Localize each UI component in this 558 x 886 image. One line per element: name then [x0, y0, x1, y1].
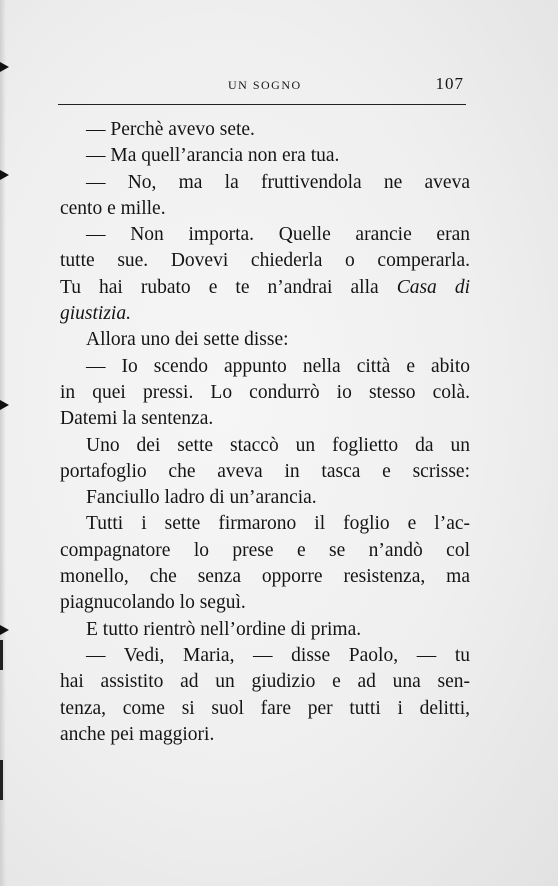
- text-line: compagnatore lo prese e se n’andò col: [60, 539, 470, 561]
- text-line: cento e mille.: [60, 197, 166, 219]
- text-line: — Vedi, Maria, — disse Paolo, — tu: [86, 644, 470, 666]
- text-line: Datemi la sentenza.: [60, 408, 214, 430]
- text-line-start: Tu hai rubato e te n’andrai alla: [60, 276, 379, 298]
- text-line: — No, ma la fruttivendola ne aveva: [86, 171, 470, 193]
- edge-notch-mark: [0, 170, 9, 180]
- page-header: [58, 74, 466, 98]
- text-line: Uno dei sette staccò un foglietto da un: [86, 434, 470, 456]
- italic-title-continued: giustizia.: [60, 303, 131, 325]
- text-line: — Non importa. Quelle arancie eran: [86, 224, 470, 246]
- page-edge-shadow: [0, 0, 6, 886]
- text-line: monello, che senza opporre resistenza, ma: [60, 566, 470, 588]
- italic-title: Casa di: [396, 276, 470, 298]
- text-line: portafoglio che aveva in tasca e scrisse:: [60, 460, 470, 482]
- edge-line-mark: [0, 640, 3, 670]
- page-number: 107: [435, 74, 464, 93]
- body-text: [60, 117, 470, 748]
- text-line: hai assistito ad un giudizio e ad una sen-: [60, 671, 470, 693]
- header-rule: [58, 104, 466, 105]
- text-line: tutte sue. Dovevi chiederla o comperarla.: [60, 250, 470, 272]
- edge-notch-mark: [0, 625, 9, 635]
- edge-line-mark: [0, 760, 3, 800]
- text-line: Tutti i sette firmarono il foglio e l’ac-: [86, 513, 470, 535]
- text-line: — Io scendo appunto nella città e abito: [86, 355, 470, 377]
- text-line: Allora uno dei sette disse:: [86, 329, 289, 351]
- text-line: E tutto rientrò nell’ordine di prima.: [86, 618, 362, 640]
- edge-notch-mark: [0, 400, 9, 410]
- text-line: — Perchè avevo sete.: [86, 119, 255, 140]
- text-line: — Ma quell’arancia non era tua.: [86, 145, 340, 167]
- edge-notch-mark: [0, 62, 9, 72]
- text-line: in quei pressi. Lo condurrò io stesso colà.: [60, 381, 470, 403]
- running-head: UN SOGNO: [228, 78, 302, 92]
- text-line: anche pei maggiori.: [60, 723, 215, 745]
- text-line: [60, 275, 470, 301]
- text-line: Fanciullo ladro di un’arancia.: [86, 487, 317, 509]
- text-line: piagnucolando lo seguì.: [60, 592, 246, 614]
- text-line: tenza, come si suol fare per tutti i delitti,: [60, 697, 470, 719]
